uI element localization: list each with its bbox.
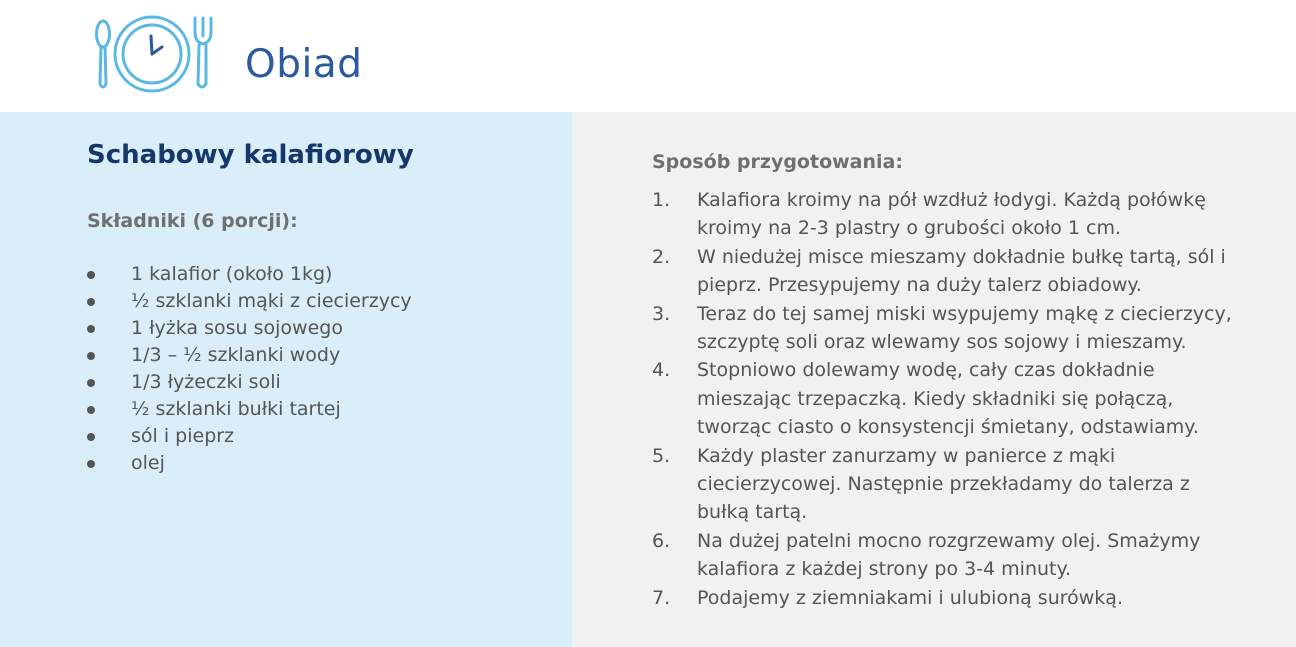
step-line: Teraz do tej samej miski wsypujemy mąkę z ciecierzycy, [697,302,1232,325]
ingredient-text: olej [131,452,165,474]
bullet-icon [87,325,95,333]
step-item [652,300,1242,357]
ingredient-text: sól i pieprz [131,425,235,447]
ingredient-item [87,423,412,450]
step-line: ciecierzycowej. Następnie przekładamy do talerza z [697,473,1190,496]
recipe-title: Schabowy kalafiorowy [87,140,414,170]
step-number: 3. [652,302,671,325]
step-number: 1. [652,189,671,211]
step-item [652,442,1242,527]
step-line: kalafiora z każdej strony po 3-4 minuty. [697,558,1072,581]
step-line: pieprz. Przesypujemy na duży talerz obiadowy. [697,274,1142,297]
step-item [652,527,1242,584]
step-number: 6. [652,529,671,552]
ingredient-item [87,369,412,396]
step-number: 5. [652,444,671,467]
step-line: W niedużej misce mieszamy dokładnie bułkę tartą, sól i [697,245,1226,268]
step-line: szczyptę soli oraz wlewamy sos sojowy i mieszamy. [697,331,1187,354]
ingredient-item [87,396,412,423]
bullet-icon [87,352,95,360]
steps-list [652,186,1242,612]
meal-title: Obiad [245,42,363,87]
step-item [652,243,1242,300]
step-line: tworząc ciasto o konsystencji śmietany, odstawiamy. [697,416,1199,439]
step-item [652,186,1242,243]
bullet-icon [87,271,95,279]
ingredient-text: 1/3 – ½ szklanki wody [131,344,341,366]
step-number: 2. [652,245,671,268]
step-line: Stopniowo dolewamy wodę, cały czas dokładnie [697,359,1155,382]
ingredient-item [87,315,412,342]
step-line: mieszając trzepaczką. Kiedy składniki się połączą, [697,387,1174,410]
step-number: 4. [652,359,671,382]
step-line: Kalafiora kroimy na pół wzdłuż łodygi. Każdą połówkę [697,189,1206,211]
bullet-icon [87,379,95,387]
header [0,0,1296,112]
ingredients-list [87,261,412,477]
bullet-icon [87,406,95,414]
bullet-icon [87,433,95,441]
step-line: Każdy plaster zanurzamy w panierce z mąki [697,444,1116,467]
step-line: bułką tartą. [697,501,808,524]
step-line: kroimy na 2-3 plastry o grubości około 1 cm. [697,217,1122,240]
plate-clock-cutlery-icon [92,14,218,94]
step-line: Podajemy z ziemniakami i ulubioną surówką. [697,586,1123,609]
ingredient-text: ½ szklanki mąki z ciecierzycy [131,290,412,312]
ingredient-text: 1/3 łyżeczki soli [131,371,281,393]
ingredient-item [87,261,412,288]
ingredient-item [87,288,412,315]
step-number: 7. [652,586,671,609]
ingredient-text: 1 kalafior (około 1kg) [131,263,333,285]
step-item [652,584,1242,612]
step-item [652,356,1242,441]
step-line: Na dużej patelni mocno rozgrzewamy olej. Smażymy [697,529,1201,552]
ingredient-text: ½ szklanki bułki tartej [131,398,341,420]
ingredient-item [87,342,412,369]
method-heading: Sposób przygotowania: [652,151,903,173]
ingredient-text: 1 łyżka sosu sojowego [131,317,343,339]
bullet-icon [87,298,95,306]
ingredient-item [87,450,412,477]
ingredients-heading: Składniki (6 porcji): [87,210,298,232]
bullet-icon [87,460,95,468]
